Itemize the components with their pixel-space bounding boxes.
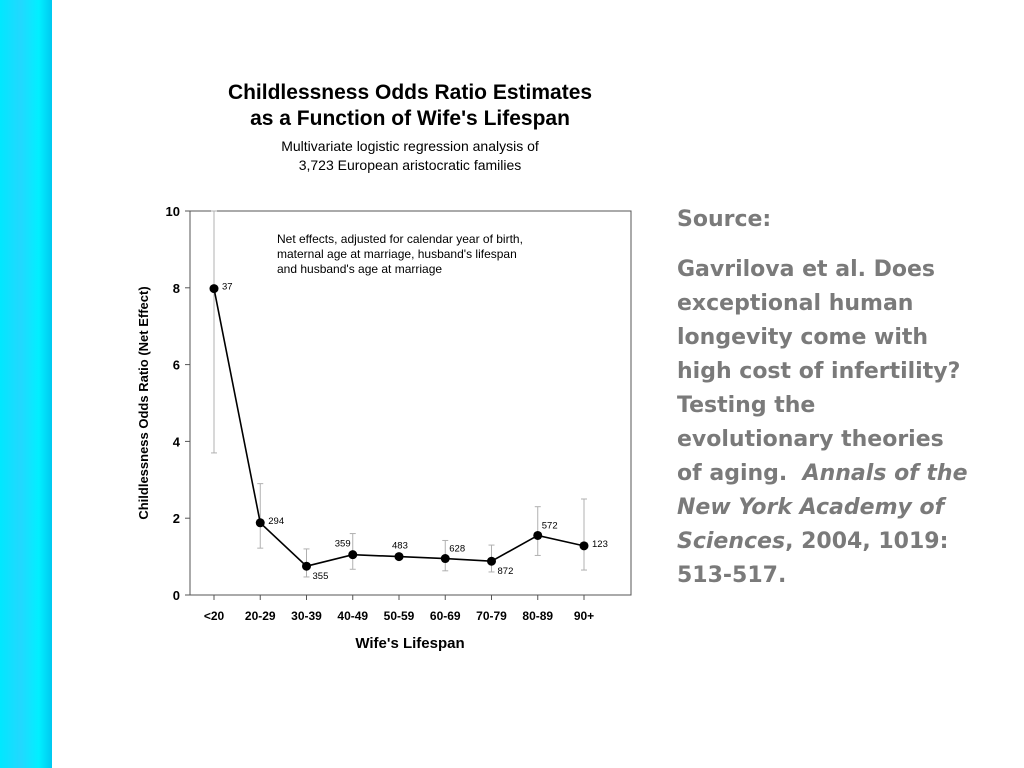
x-tick-label: 50-59 (383, 609, 415, 623)
source-line: Gavrilova et al. Does (677, 257, 936, 282)
data-point (533, 531, 542, 540)
point-labels (222, 282, 608, 583)
source-line: high cost of infertility? (677, 359, 961, 384)
source-line: longevity come with (677, 325, 929, 350)
point-label: 572 (541, 520, 558, 532)
point-label: 872 (497, 566, 514, 578)
data-point (348, 550, 357, 559)
source-line-7-plain: of aging. (677, 461, 788, 486)
citation-pages: 513-517. (677, 563, 787, 588)
y-tick-label: 0 (172, 588, 180, 603)
data-point (580, 541, 589, 550)
source-line: evolutionary theories (677, 427, 944, 452)
x-tick-label: 80-89 (522, 609, 554, 623)
chart-subtitle-line-2: 3,723 European aristocratic families (298, 157, 522, 173)
chart-subtitle-line-1: Multivariate logistic regression analysis of (281, 138, 539, 154)
data-point (210, 284, 219, 293)
point-label: 37 (222, 281, 233, 293)
citation-details: , 2004, 1019: (785, 529, 949, 554)
y-tick-label: 4 (172, 434, 180, 450)
annotation-line-3: and husband's age at marriage (277, 262, 443, 276)
x-tick-label: <20 (203, 609, 225, 623)
data-point (302, 562, 311, 571)
y-axis (166, 204, 190, 603)
point-label: 294 (268, 515, 285, 527)
point-label: 483 (392, 540, 408, 552)
data-point (441, 554, 450, 563)
journal-name: Sciences (677, 529, 786, 554)
x-tick-label: 30-39 (291, 609, 322, 623)
y-tick-label: 8 (172, 280, 180, 296)
y-tick-label: 10 (165, 204, 180, 219)
source-line (677, 525, 1017, 559)
journal-name: Annals of the (802, 461, 968, 486)
journal-name: New York Academy of (677, 495, 945, 520)
x-tick-label: 70-79 (476, 609, 507, 623)
point-label: 359 (334, 538, 351, 550)
source-line (677, 457, 1017, 491)
x-axis (204, 595, 594, 623)
source-text (677, 253, 1017, 593)
source-line: Testing the (677, 393, 816, 418)
chart-title-line-1: Childlessness Odds Ratio Estimates (227, 81, 593, 104)
x-tick-label: 60-69 (429, 609, 461, 623)
chart-title-line-2: as a Function of Wife's Lifespan (250, 107, 570, 130)
annotation-line-1: Net effects, adjusted for calendar year of birth, (277, 232, 523, 246)
source-line: exceptional human (677, 291, 914, 316)
data-point (395, 552, 404, 561)
y-axis-label: Childlessness Odds Ratio (Net Effect) (136, 286, 151, 520)
y-tick-label: 2 (172, 511, 180, 527)
data-point (256, 518, 265, 527)
source-citation (677, 203, 1017, 593)
data-point (487, 557, 496, 566)
chart-annotation (277, 232, 523, 276)
x-tick-label: 20-29 (244, 609, 276, 623)
x-axis-label: Wife's Lifespan (355, 635, 465, 652)
y-tick-label: 6 (172, 357, 180, 373)
x-tick-label: 40-49 (337, 609, 369, 623)
point-label: 628 (449, 543, 466, 555)
annotation-line-2: maternal age at marriage, husband's lifespan (277, 247, 517, 261)
source-heading: Source: (677, 207, 772, 232)
x-tick-label: 90+ (573, 609, 595, 623)
point-label: 355 (312, 571, 329, 583)
point-label: 123 (592, 538, 608, 550)
